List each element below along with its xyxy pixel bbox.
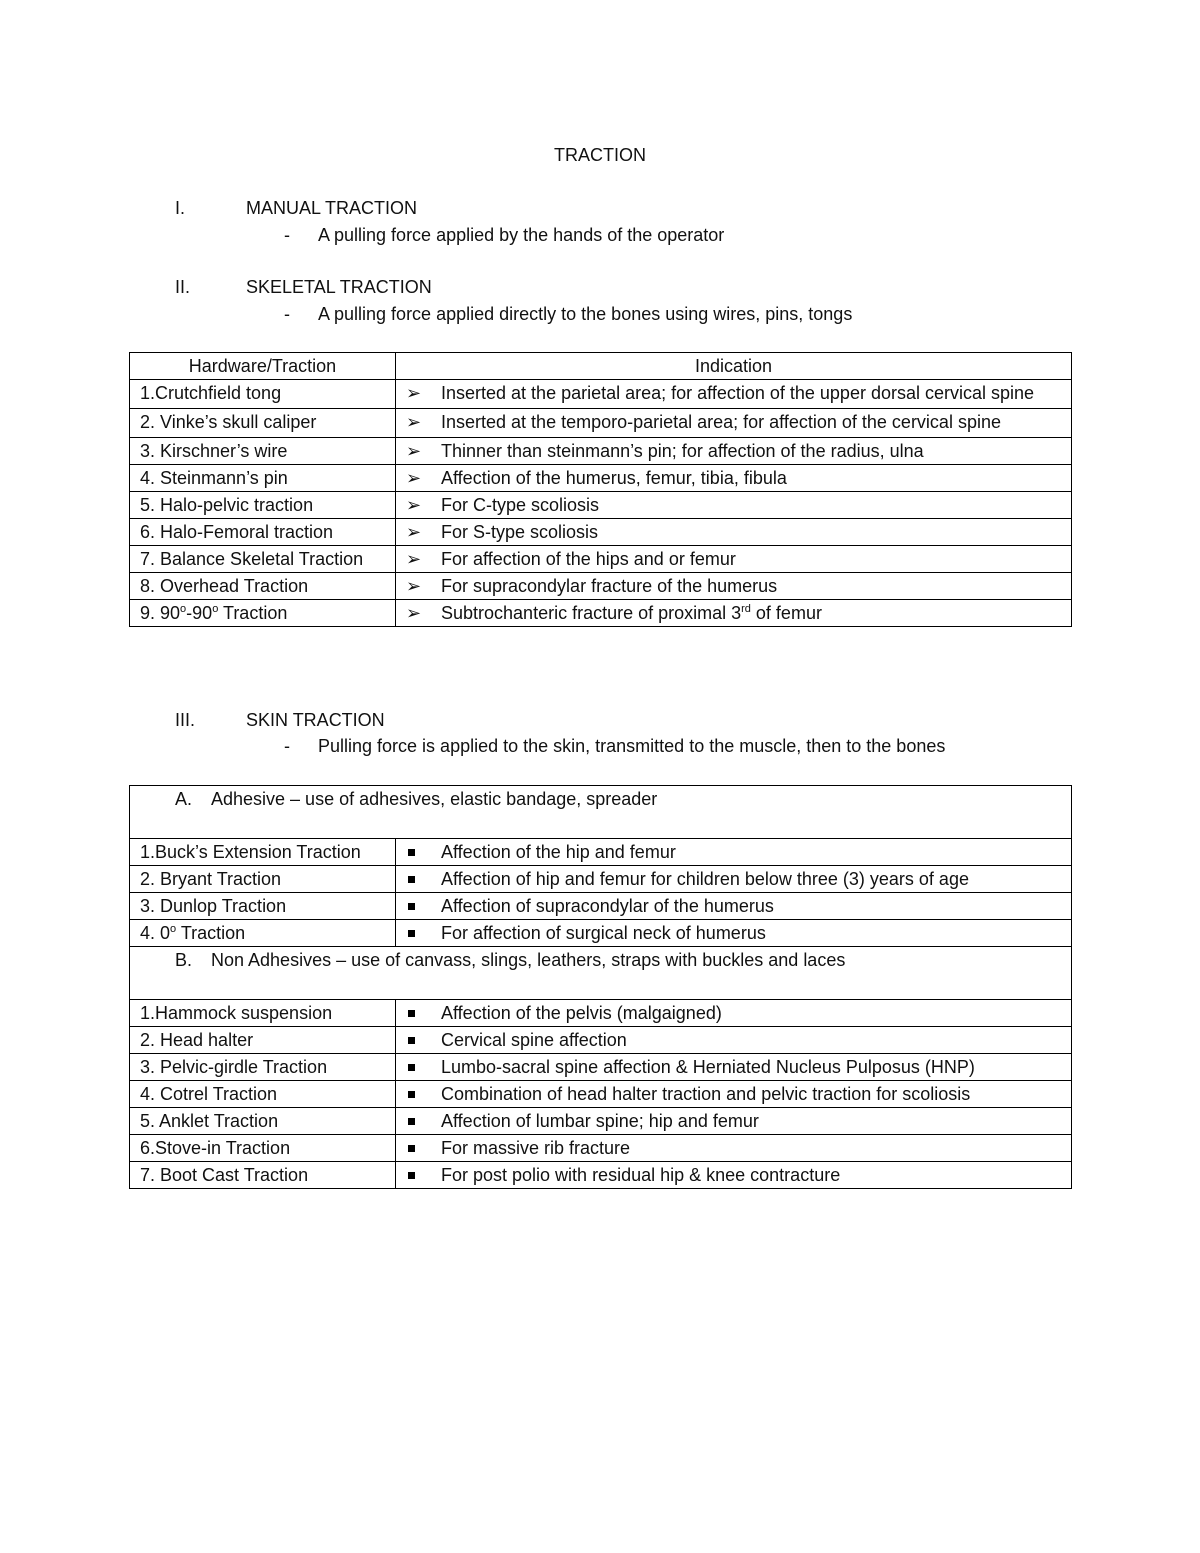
table-row (130, 1081, 1072, 1108)
arrow-bullet-icon: ➢ (406, 549, 422, 569)
section-description-manual: A pulling force applied by the hands of the operator (318, 225, 725, 245)
hardware-cell: 5. Anklet Traction (130, 1108, 396, 1135)
square-bullet-icon (408, 1064, 415, 1071)
indication-cell (396, 438, 1072, 465)
indication-cell (396, 1081, 1072, 1108)
item-text: 9. 90 (140, 603, 181, 623)
indication-text: For C-type scoliosis (441, 495, 600, 515)
indication-text: Inserted at the parietal area; for affection of the upper dorsal cervical spine (441, 383, 1035, 403)
table-row (130, 519, 1072, 546)
indication-text: Affection of the hip and femur (441, 842, 676, 862)
degree-sup: o (180, 603, 187, 615)
indication-text: Lumbo-sacral spine affection & Herniated Nucleus Pulposus (HNP) (441, 1057, 975, 1077)
indication-text: Combination of head halter traction and pelvic traction for scoliosis (441, 1084, 971, 1104)
indication-text: Thinner than steinmann’s pin; for affection of the radius, ulna (441, 441, 924, 461)
arrow-bullet-icon: ➢ (406, 441, 422, 461)
hardware-cell: 2. Vinke’s skull caliper (130, 409, 396, 438)
indication-text: Cervical spine affection (441, 1030, 627, 1050)
indication-text: For post polio with residual hip & knee contracture (441, 1165, 841, 1185)
indication-cell (396, 1000, 1072, 1027)
hardware-cell: 1.Hammock suspension (130, 1000, 396, 1027)
table-row (130, 573, 1072, 600)
skin-traction-table (129, 785, 1072, 1189)
indication-cell (396, 409, 1072, 438)
item-text: 4. 0 (140, 923, 171, 943)
item-text: Traction (218, 603, 288, 623)
item-text: Traction (176, 923, 246, 943)
hardware-cell: 1.Buck’s Extension Traction (130, 839, 396, 866)
indication-text: Affection of supracondylar of the humerus (441, 896, 774, 916)
subsection-row-adhesive (130, 786, 1072, 839)
table-row (130, 380, 1072, 409)
item-text: -90 (186, 603, 213, 623)
table-row (130, 1054, 1072, 1081)
section-description-skin: Pulling force is applied to the skin, transmitted to the muscle, then to the bones (318, 736, 946, 756)
indication-cell (396, 1162, 1072, 1189)
hardware-cell: 7. Balance Skeletal Traction (130, 546, 396, 573)
indication-cell (396, 839, 1072, 866)
indication-text: Affection of the humerus, femur, tibia, fibula (441, 468, 787, 488)
section-numeral-2: II. (175, 277, 191, 297)
degree-sup: o (170, 923, 177, 935)
column-header-hardware: Hardware/Traction (130, 353, 396, 380)
arrow-bullet-icon: ➢ (406, 603, 422, 623)
subsection-row-non-adhesive (130, 947, 1072, 1000)
table-row (130, 546, 1072, 573)
indication-cell (396, 893, 1072, 920)
page-title: TRACTION (554, 145, 646, 165)
dash-marker: - (284, 736, 290, 756)
indication-text: Inserted at the temporo-parietal area; for affection of the cervical spine (441, 412, 1001, 432)
table-row (130, 1027, 1072, 1054)
indication-cell (396, 1054, 1072, 1081)
square-bullet-icon (408, 876, 415, 883)
dash-marker: - (284, 225, 290, 245)
column-header-indication: Indication (396, 353, 1072, 380)
table-row (130, 492, 1072, 519)
indication-text: Affection of the pelvis (malgaigned) (441, 1003, 722, 1023)
table-row (130, 438, 1072, 465)
table-row (130, 465, 1072, 492)
hardware-cell: 3. Pelvic-girdle Traction (130, 1054, 396, 1081)
indication-cell (396, 600, 1072, 627)
hardware-cell: 2. Head halter (130, 1027, 396, 1054)
table-row (130, 893, 1072, 920)
hardware-cell: 5. Halo-pelvic traction (130, 492, 396, 519)
indication-cell (396, 1135, 1072, 1162)
square-bullet-icon (408, 1091, 415, 1098)
hardware-cell: 2. Bryant Traction (130, 866, 396, 893)
indication-cell (396, 465, 1072, 492)
degree-sup: o (212, 603, 219, 615)
indication-text: For affection of the hips and or femur (441, 549, 736, 569)
indication-cell (396, 546, 1072, 573)
hardware-cell: 6. Halo-Femoral traction (130, 519, 396, 546)
section-heading-skeletal: SKELETAL TRACTION (246, 277, 432, 297)
table-row (130, 1108, 1072, 1135)
table-row (130, 1000, 1072, 1027)
subsection-label: B. (175, 950, 193, 970)
arrow-bullet-icon: ➢ (406, 495, 422, 515)
section-numeral-1: I. (175, 198, 186, 218)
square-bullet-icon (408, 1118, 415, 1125)
arrow-bullet-icon: ➢ (406, 522, 422, 542)
indication-cell (396, 492, 1072, 519)
square-bullet-icon (408, 903, 415, 910)
arrow-bullet-icon: ➢ (406, 576, 422, 596)
hardware-cell: 8. Overhead Traction (130, 573, 396, 600)
dash-marker: - (284, 304, 290, 324)
indication-cell (396, 519, 1072, 546)
arrow-bullet-icon: ➢ (406, 468, 422, 488)
table-row (130, 600, 1072, 627)
indication-cell (396, 1027, 1072, 1054)
indication-text: For affection of surgical neck of humerus (441, 923, 766, 943)
subsection-text: Non Adhesives – use of canvass, slings, leathers, straps with buckles and laces (211, 950, 846, 970)
subsection-cell (130, 947, 1072, 1000)
indication-text: For supracondylar fracture of the humerus (441, 576, 778, 596)
section-heading-skin: SKIN TRACTION (246, 710, 385, 730)
hardware-cell: 3. Dunlop Traction (130, 893, 396, 920)
table-header-row (130, 353, 1072, 380)
square-bullet-icon (408, 1010, 415, 1017)
square-bullet-icon (408, 1037, 415, 1044)
indication-text: Affection of lumbar spine; hip and femur (441, 1111, 759, 1131)
hardware-cell (130, 920, 396, 947)
ordinal-sup: rd (741, 603, 751, 615)
section-numeral-3: III. (175, 710, 196, 730)
hardware-cell: 4. Steinmann’s pin (130, 465, 396, 492)
table-row (130, 839, 1072, 866)
indication-text: Subtrochanteric fracture of proximal 3 (441, 603, 742, 623)
indication-text: of femur (750, 603, 822, 623)
indication-text: For massive rib fracture (441, 1138, 631, 1158)
hardware-cell: 1.Crutchfield tong (130, 380, 396, 409)
square-bullet-icon (408, 1145, 415, 1152)
section-heading-manual: MANUAL TRACTION (246, 198, 418, 218)
square-bullet-icon (408, 930, 415, 937)
table-row (130, 1135, 1072, 1162)
subsection-text: Adhesive – use of adhesives, elastic bandage, spreader (211, 789, 658, 809)
square-bullet-icon (408, 1172, 415, 1179)
hardware-cell (130, 600, 396, 627)
indication-cell (396, 920, 1072, 947)
hardware-cell: 3. Kirschner’s wire (130, 438, 396, 465)
indication-text: For S-type scoliosis (441, 522, 599, 542)
table-row (130, 866, 1072, 893)
subsection-label: A. (175, 789, 193, 809)
hardware-cell: 4. Cotrel Traction (130, 1081, 396, 1108)
table-row (130, 409, 1072, 438)
subsection-cell (130, 786, 1072, 839)
hardware-cell: 6.Stove-in Traction (130, 1135, 396, 1162)
arrow-bullet-icon: ➢ (406, 412, 422, 432)
section-description-skeletal: A pulling force applied directly to the bones using wires, pins, tongs (318, 304, 853, 324)
indication-cell (396, 1108, 1072, 1135)
indication-cell (396, 380, 1072, 409)
indication-text: Affection of hip and femur for children below three (3) years of age (441, 869, 969, 889)
indication-cell (396, 866, 1072, 893)
indication-cell (396, 573, 1072, 600)
arrow-bullet-icon: ➢ (406, 383, 422, 403)
table-row (130, 1162, 1072, 1189)
square-bullet-icon (408, 849, 415, 856)
hardware-cell: 7. Boot Cast Traction (130, 1162, 396, 1189)
skeletal-traction-table (129, 352, 1072, 627)
table-row (130, 920, 1072, 947)
